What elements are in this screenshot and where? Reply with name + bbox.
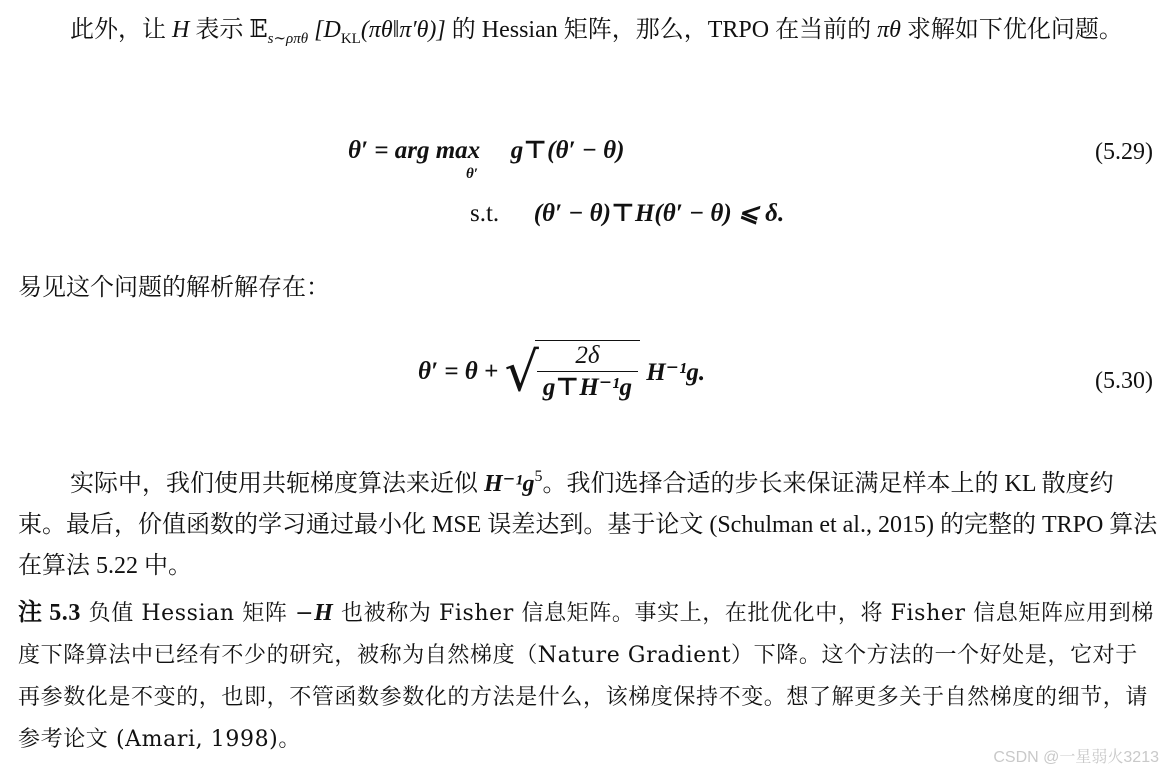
text: 表示 bbox=[189, 17, 250, 43]
paragraph-analytic-solution: 易见这个问题的解析解存在： bbox=[18, 275, 330, 301]
watermark: CSDN @一星弱火3213 bbox=[993, 749, 1159, 766]
equation-number: (5.29) bbox=[1095, 139, 1153, 165]
equation-5-30 bbox=[418, 340, 705, 404]
sqrt-symbol: √ $\frac{2\delta}{\text{g⊤H⁻¹g}}$ bbox=[504, 340, 640, 404]
argmax-subscript: θ′ bbox=[466, 166, 479, 182]
equation-lhs: θ′ = arg max bbox=[348, 137, 481, 164]
equation-constraint: (θ′ − θ)⊤H(θ′ − θ) ⩽ δ. bbox=[533, 200, 785, 227]
equation-rhs: H⁻¹g. bbox=[646, 359, 706, 386]
math-approx: H⁻¹g bbox=[484, 471, 535, 497]
math-kl: [D bbox=[314, 17, 341, 43]
math-symbol: H bbox=[172, 17, 190, 43]
equation-5-29-line2 bbox=[470, 198, 784, 228]
subject-to-label: s.t. bbox=[470, 200, 500, 227]
equation-5-29-line1 bbox=[348, 135, 624, 165]
equation-objective: g⊤(θ′ − θ) bbox=[510, 137, 625, 164]
footnote-marker: 5 bbox=[534, 468, 543, 485]
math-subscript: KL bbox=[340, 31, 361, 47]
math-expectation: 𝔼 bbox=[249, 17, 268, 43]
math-policy: πθ bbox=[877, 17, 901, 43]
note-5-3: 注 5.3 负值 Hessian 矩阵 −H 也被称为 Fisher 信息矩阵。事实上，在批优化中，将 Fisher 信息矩阵应用到梯度下降算法中已经有不少的研究，被称为自然梯度（Nature Gradient）下降。这个方法的一个好处是，它对于再参数化是不变的，也即，不管函数参数化的方法是什么，该梯度保持不变。想了解更多关于自然梯度的细节，请参考论文 (Amari, 1998)。 bbox=[18, 600, 1154, 752]
paragraph-hessian-intro bbox=[18, 10, 1158, 60]
fraction: $\frac{2\delta}{\text{g⊤H⁻¹g}}$ bbox=[537, 341, 638, 404]
text: 此外，让 bbox=[70, 17, 172, 43]
note-label: 注 5.3 bbox=[18, 600, 81, 626]
paragraph-conjugate-gradient: 实际中，我们使用共轭梯度算法来近似 $H^{-1}g^5$。我们选择合适的步长来保证满足样本上的 KL 散度约束。最后，价值函数的学习通过最小化 MSE 误差达到。基于论文 (Schulman et al., 2015) 的完整的 TRPO 算法在算法 5.22 中。 bbox=[18, 468, 1158, 579]
math-kl-args: (πθ‖π′θ)] bbox=[360, 17, 446, 43]
text: 求解如下优化问题。 bbox=[900, 17, 1123, 43]
equation-lhs: θ′ = θ + bbox=[418, 358, 499, 385]
text: 的 Hessian 矩阵，那么，TRPO 在当前的 bbox=[445, 17, 878, 43]
math-subscript: s∼ρπθ bbox=[267, 31, 309, 47]
math-symbol: H bbox=[314, 600, 334, 626]
equation-number: (5.30) bbox=[1095, 368, 1153, 394]
